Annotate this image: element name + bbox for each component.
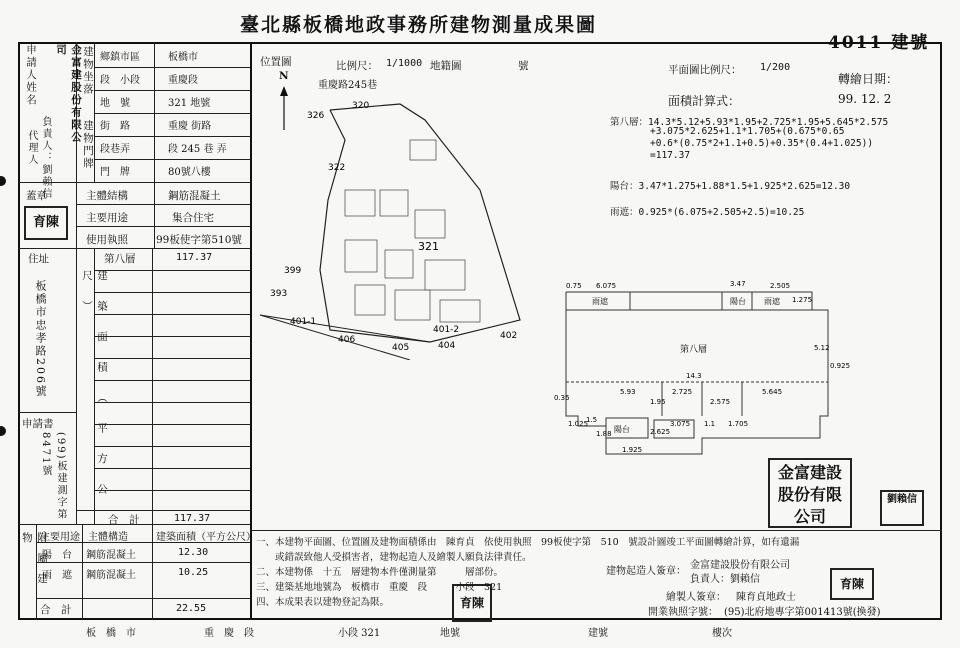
footer-cell: 建號: [588, 628, 608, 639]
parcel-label: 405: [392, 343, 410, 353]
location-field-value: 段 245 巷 弄: [168, 144, 227, 155]
parcel-label: 401-1: [290, 317, 317, 327]
area-formula-line: 陽台：3.47*1.275+1.88*1.5+1.925*2.625=12.30: [610, 181, 851, 192]
date-value: 99. 12. 2: [838, 92, 892, 106]
location-field-label: 鄉鎮市區: [100, 52, 140, 63]
aux-total: 22.55: [176, 603, 207, 614]
aux-total-label: 合 計: [40, 604, 72, 616]
dimension-label: 14.3: [686, 372, 702, 380]
drafter-name: 陳育貞地政士: [736, 592, 796, 603]
aux-struct: 鋼筋混凝土: [86, 550, 136, 561]
note-line: 或錯誤致他人受損害者，建物起造人及繪製人願負法律責任。: [256, 552, 532, 563]
dimension-label: 1.925: [622, 446, 643, 454]
room-label-canopy: 雨遮: [592, 297, 608, 306]
area-formula-line: 雨遮：0.925*(6.075+2.505+2.5)=10.25: [610, 207, 805, 218]
dimension-label: 3.47: [730, 280, 746, 288]
practice-license: (95)北府地專字第001413號(換發): [724, 607, 881, 618]
area-row-divider: [94, 402, 250, 403]
official-stamp: 劉賴信: [880, 490, 924, 526]
dimension-label: 5.645: [762, 388, 783, 396]
location-field-value: 板橋市: [168, 52, 198, 63]
dimension-label: 1.275: [792, 296, 813, 304]
location-field-value: 80號八樓: [168, 167, 211, 178]
footer-cell: 板 橋 市: [86, 628, 136, 639]
area-formula-line: 第八層：14.3*5.12+5.93*1.95+2.725*1.95+5.645*2.575: [610, 117, 889, 128]
footer-cell: 重 慶 段: [204, 628, 254, 639]
location-field-label: 地 號: [100, 98, 130, 109]
location-field-label: 街 路: [100, 121, 130, 132]
aux-area: 12.30: [178, 547, 209, 558]
building-number: 4011 建號: [828, 33, 930, 53]
area-row-divider: [94, 270, 250, 271]
dimension-label: 1.5: [586, 416, 598, 424]
location-field-label: 段巷弄: [100, 144, 130, 155]
dimension-label: 6.075: [596, 282, 617, 290]
area-formula-line: +3.075*2.625+1.1*1.705+(0.675*0.65: [650, 126, 845, 137]
use-value: 集合住宅: [172, 212, 214, 224]
use-label: 主要用途: [86, 212, 128, 224]
aux-use-header: 主要用途: [40, 532, 80, 543]
structure-label: 主體結構: [86, 190, 128, 202]
cadastral-sheet-label: 地籍圖: [430, 60, 462, 72]
parcel-label: 321: [418, 240, 439, 253]
parcel-label: 401-2: [433, 325, 460, 335]
applicant-name: 金富建股份有限公司: [55, 44, 82, 144]
note-line: 二、本建物係 十五 層建物本件僅測量第 層部份。: [256, 567, 504, 578]
dimension-label: 5.93: [620, 388, 636, 396]
room-label-canopy: 雨遮: [764, 297, 780, 306]
binder-hole: [0, 426, 6, 436]
dimension-label: 0.75: [566, 282, 582, 290]
license-label: 使用執照: [86, 234, 128, 246]
binder-hole: [0, 176, 6, 186]
area-formula-line: +0.6*(0.75*2+1.1+0.5)+0.35*(0.4+1.025)): [650, 138, 874, 149]
dimension-label: 2.625: [650, 428, 671, 436]
area-group-label: 建築面積（平方公尺）: [81, 270, 108, 514]
area-row-divider: [94, 358, 250, 359]
plan-scale: 1/200: [760, 62, 791, 73]
dimension-label: 1.705: [728, 420, 749, 428]
location-scale: 1/1000: [386, 58, 423, 69]
room-label-main: 第八層: [680, 345, 708, 355]
notes-seal-stamp: 育陳: [452, 584, 492, 622]
drafter-stamp: 育陳: [830, 568, 874, 600]
company-stamp: 金富建設股份有限公司: [768, 458, 852, 528]
aux-row-divider: [36, 562, 250, 563]
row-divider: [94, 90, 250, 91]
seal-label: 蓋章: [26, 190, 47, 202]
builder-rep: 負責人：劉賴信: [690, 574, 760, 585]
row-divider: [94, 67, 250, 68]
note-line: 一、本建物平面圖、位置圖及建物面積係由 陳育貞 依使用執照 99板使字第 510 號設計圖竣工平面圖轉繪計算，如有遺漏: [256, 537, 800, 548]
calc-label: 面積計算式：: [668, 94, 741, 108]
parcel-label: 406: [338, 335, 356, 345]
rep-name: 負責人：劉賴信: [40, 116, 51, 200]
applicant-label: 申請人姓名: [25, 44, 37, 107]
aux-row-divider: [36, 542, 250, 543]
footer-cell: 地號: [440, 628, 460, 639]
row-divider: [94, 136, 250, 137]
dimension-label: 1.1: [704, 420, 716, 428]
door-group-label: 建物門牌: [82, 120, 94, 170]
total-label: 合 計: [108, 514, 140, 526]
dimension-label: 5.12: [814, 344, 830, 352]
area-row-divider: [94, 336, 250, 337]
dimension-label: 1.88: [596, 430, 612, 438]
date-label: 轉繪日期：: [838, 72, 899, 86]
location-map-label: 位置圖: [260, 56, 292, 68]
parcel-label: 393: [270, 289, 288, 299]
parcel-label: 399: [284, 266, 302, 276]
parcel-label: 402: [500, 331, 518, 341]
area-formula-line: =117.37: [650, 150, 691, 161]
area-row-divider: [94, 314, 250, 315]
area-row-divider: [94, 468, 250, 469]
row-divider: [94, 113, 250, 114]
note-line: 三、建築基地地號為 板橋市 重慶 段 小段 321: [256, 582, 503, 593]
location-map: [250, 80, 550, 360]
note-line: 四、本成果表以建物登記為限。: [256, 597, 390, 608]
floor-label: 第八層: [104, 253, 136, 265]
floor-plan-drawing: [552, 276, 872, 460]
dimension-label: 0.35: [554, 394, 570, 402]
dimension-label: 3.075: [670, 420, 691, 428]
location-field-value: 321 地號: [168, 98, 211, 109]
room-label-balcony: 陽台: [614, 425, 630, 434]
area-row-divider: [94, 380, 250, 381]
builder-name: 金富建設股份有限公司: [690, 560, 790, 571]
road-name: 重慶路245巷: [318, 80, 378, 91]
plan-scale-label: 平面圖比例尺：: [668, 64, 742, 76]
builder-label: 建物起造人簽章：: [606, 566, 686, 577]
dimension-label: 0.925: [830, 362, 851, 370]
location-field-label: 段 小段: [100, 75, 140, 86]
applicant-seal-stamp: 育陳: [24, 206, 68, 240]
aux-area: 10.25: [178, 567, 209, 578]
location-scale-label: 比例尺：: [336, 60, 378, 72]
aux-struct-header: 主體構造: [88, 532, 128, 543]
app-no-value: (99)板建測字第8471號: [40, 432, 66, 521]
location-field-value: 重慶 街路: [168, 121, 212, 132]
structure-value: 鋼筋混凝土: [168, 190, 221, 202]
parcel-label: 404: [438, 341, 456, 351]
parcel-label: 322: [328, 163, 346, 173]
area-row-divider: [94, 424, 250, 425]
footer-cell: 小段 321: [338, 628, 381, 639]
sheet-no-label: 號: [518, 60, 529, 72]
dimension-label: 2.575: [710, 398, 731, 406]
dimension-label: 1.95: [650, 398, 666, 406]
room-label-balcony: 陽台: [730, 297, 746, 306]
app-no-label: 申請書: [22, 418, 54, 430]
drafter-label: 繪製人簽章：: [666, 592, 726, 603]
dimension-label: 1.025: [568, 420, 589, 428]
total-area: 117.37: [174, 513, 211, 524]
location-group-label: 建物坐落: [82, 46, 94, 96]
location-field-label: 門 牌: [100, 167, 130, 178]
left-info-table: [18, 42, 256, 620]
aux-group-label: 附屬建物: [21, 532, 48, 594]
address-label: 住址: [28, 253, 49, 265]
aux-struct: 鋼筋混凝土: [86, 570, 136, 581]
aux-use: 陽 台: [42, 550, 72, 561]
aux-area-header: 建築面積（平方公尺）: [156, 532, 256, 543]
row-divider: [94, 159, 250, 160]
area-row-divider: [94, 446, 250, 447]
address-value: 板橋市忠孝路206號: [34, 280, 47, 398]
license-value: 99板使字第510號: [156, 234, 242, 246]
dimension-label: 2.725: [672, 388, 693, 396]
footer-cell: 樓次: [712, 628, 732, 639]
floor-area: 117.37: [176, 252, 213, 263]
parcel-label: 326: [307, 111, 325, 121]
practice-license-label: 開業執照字號：: [648, 607, 718, 618]
aux-use: 雨 遮: [42, 570, 72, 581]
page-title: 臺北縣板橋地政事務所建物測量成果圖: [240, 14, 598, 36]
dimension-label: 2.505: [770, 282, 791, 290]
location-field-value: 重慶段: [168, 75, 198, 86]
rep-label: 代理人: [26, 130, 37, 166]
parcel-label: 320: [352, 101, 370, 111]
north-label: N: [279, 70, 289, 82]
area-row-divider: [94, 292, 250, 293]
area-row-divider: [94, 490, 250, 491]
